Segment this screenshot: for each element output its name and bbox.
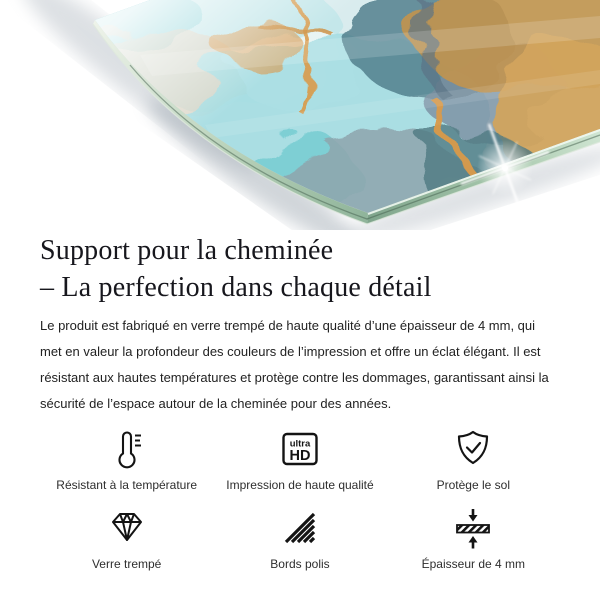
polished-edges-icon	[278, 504, 322, 550]
feature-grid	[40, 425, 560, 571]
page-title-line2: – La perfection dans chaque détail	[40, 272, 432, 303]
page-title	[40, 232, 560, 306]
feature-label: Impression de haute qualité	[226, 478, 374, 492]
svg-text:ultra: ultra	[289, 438, 311, 450]
feature-tempered-glass	[40, 504, 213, 571]
feature-label: Verre trempé	[91, 557, 162, 571]
feature-polished-edges	[213, 504, 386, 571]
diamond-icon	[105, 504, 149, 550]
svg-text:HD: HD	[289, 448, 311, 464]
feature-label: Protège le sol	[436, 478, 511, 492]
thickness-4mm-icon	[451, 504, 495, 550]
product-photo	[0, 0, 600, 230]
feature-thickness	[387, 504, 560, 571]
product-info-section	[0, 232, 600, 571]
feature-label: Résistant à la température	[56, 478, 198, 492]
feature-floor-protection	[387, 425, 560, 492]
product-description: Le produit est fabriqué en verre trempé de haute qualité d’une épaisseur de 4 mm, qui met en valeur la profondeur des couleurs de l’impression et offre un éclat élégant. Il est résistant aux hautes températures et protège contre les dommages, garantissant ainsi la sécurité de l’espace autour de la cheminée pour des années.	[40, 318, 549, 411]
thermometer-icon	[105, 425, 149, 471]
feature-temperature-resistant	[40, 425, 213, 492]
feature-label: Bords polis	[270, 557, 330, 571]
ultra-hd-icon	[278, 425, 322, 471]
page-title-line1: Support pour la cheminée	[40, 235, 334, 266]
feature-print-quality	[213, 425, 386, 492]
feature-label: Épaisseur de 4 mm	[421, 557, 526, 571]
shield-check-icon	[451, 425, 495, 471]
